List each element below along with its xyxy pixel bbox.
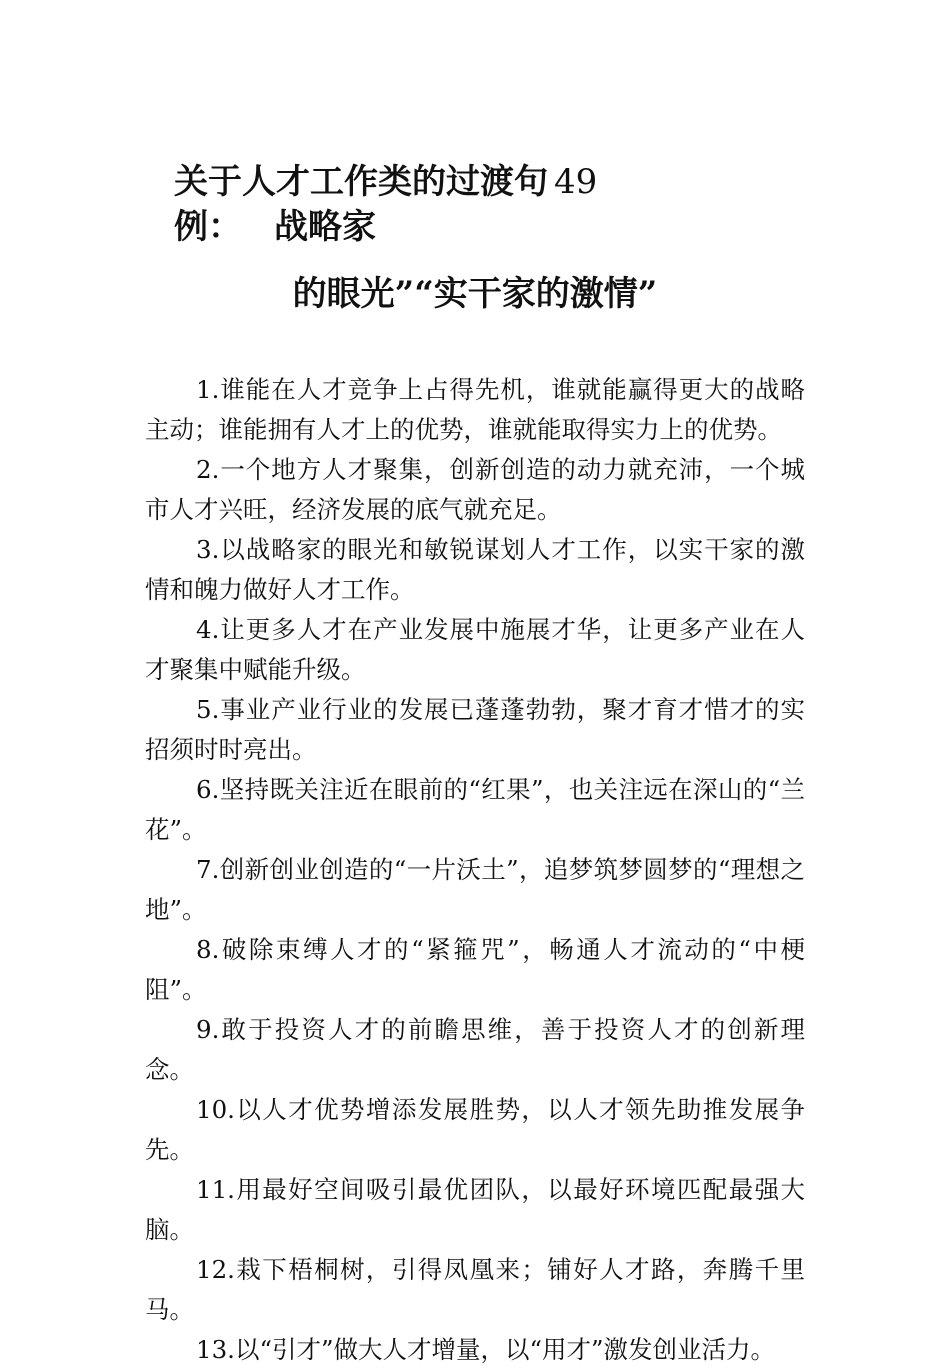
paragraph-2: 2.一个地方人才聚集，创新创造的动力就充沛，一个城市人才兴旺，经济发展的底气就充足。 (145, 455, 805, 524)
paragraph-12: 12.栽下梧桐树，引得凤凰来；铺好人才路，奔腾千里马。 (145, 1255, 805, 1324)
paragraph-5: 5.事业产业行业的发展已蓬蓬勃勃，聚才育才惜才的实招须时时亮出。 (145, 695, 805, 764)
paragraph-8: 8.破除束缚人才的“紧箍咒”，畅通人才流动的“中梗阻”。 (145, 935, 805, 1004)
paragraph-7: 7.创新创业创造的“一片沃土”，追梦筑梦圆梦的“理想之地”。 (145, 855, 805, 924)
title-number: 49 (554, 162, 598, 202)
paragraph-4: 4.让更多人才在产业发展中施展才华，让更多产业在人才聚集中赋能升级。 (145, 615, 805, 684)
paragraph-3: 3.以战略家的眼光和敏锐谋划人才工作，以实干家的激情和魄力做好人才工作。 (145, 535, 805, 604)
title-strategist: 战略家 (274, 207, 376, 247)
title-example-label: 例： (174, 207, 242, 247)
title-text: 关于人才工作类的过渡句 (174, 162, 548, 202)
paragraph-11: 11.用最好空间吸引最优团队，以最好环境匹配最强大脑。 (145, 1175, 805, 1244)
title-line-2 (174, 205, 654, 250)
paragraph-13: 13.以“引才”做大人才增量，以“用才”激发创业活力。 (196, 1335, 776, 1364)
title-line-1 (174, 160, 654, 205)
paragraph-1: 1.谁能在人才竞争上占得先机，谁就能赢得更大的战略主动；谁能拥有人才上的优势，谁就能取得实力上的优势。 (145, 375, 805, 444)
document-body (145, 370, 805, 1370)
paragraph-9: 9.敢于投资人才的前瞻思维，善于投资人才的创新理念。 (145, 1015, 805, 1084)
document-subtitle: 的眼光”“实干家的激情” (292, 274, 658, 314)
document-title (174, 160, 654, 250)
paragraph-10: 10.以人才优势增添发展胜势，以人才领先助推发展争先。 (145, 1095, 805, 1164)
paragraph-6: 6.坚持既关注近在眼前的“红果”，也关注远在深山的“兰花”。 (145, 775, 805, 844)
